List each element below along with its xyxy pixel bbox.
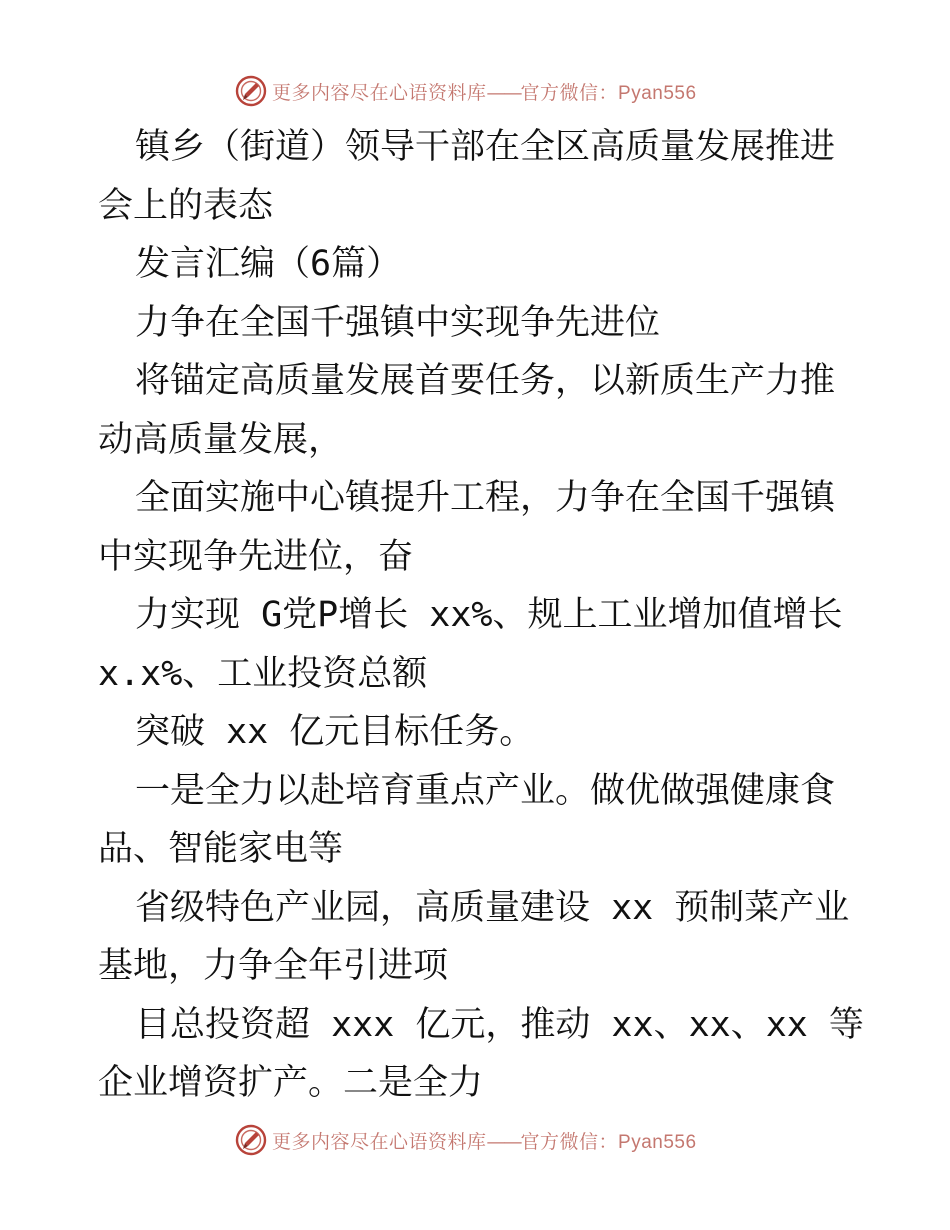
paragraph: 全面实施中心镇提升工程，力争在全国千强镇中实现争先进位，奋: [98, 478, 836, 577]
watermark-wechat-id: Pyan556: [618, 82, 697, 104]
header-watermark: [234, 73, 697, 109]
paragraph: 目总投资超 xxx 亿元，推动 xx、xx、xx 等企业增资扩产。二是全力: [98, 1004, 864, 1103]
footer-watermark: [234, 1122, 697, 1158]
watermark-site-text: 更多内容尽在心语资料库: [272, 1130, 487, 1153]
watermark-wechat-label: 官方微信：: [520, 81, 619, 104]
paragraph: 突破 xx 亿元目标任务。: [135, 712, 535, 752]
paragraph: 省级特色产业园，高质量建设 xx 预制菜产业基地，力争全年引进项: [98, 887, 850, 986]
paragraph: 镇乡（街道）领导干部在全区高质量发展推进会上的表态: [98, 127, 836, 226]
paragraph: 发言汇编（6篇）: [135, 244, 402, 284]
watermark-wechat-id: Pyan556: [618, 1131, 697, 1153]
watermark-dash: ——: [486, 1130, 521, 1153]
paragraph: 一是全力以赴培育重点产业。做优做强健康食品、智能家电等: [98, 770, 836, 869]
document-body: [98, 118, 868, 1113]
paragraph: 力争在全国千强镇中实现争先进位: [135, 302, 661, 343]
watermark-site-text: 更多内容尽在心语资料库: [272, 81, 487, 104]
watermark-wechat-label: 官方微信：: [520, 1130, 619, 1153]
paragraph: 将锚定高质量发展首要任务，以新质生产力推动高质量发展，: [98, 361, 836, 460]
brand-logo-icon: [234, 74, 268, 108]
paragraph: 力实现 G党P增长 xx%、规上工业增加值增长 x.x%、工业投资总额: [98, 595, 864, 694]
brand-logo-icon: [234, 1123, 268, 1157]
watermark-dash: ——: [486, 81, 521, 104]
